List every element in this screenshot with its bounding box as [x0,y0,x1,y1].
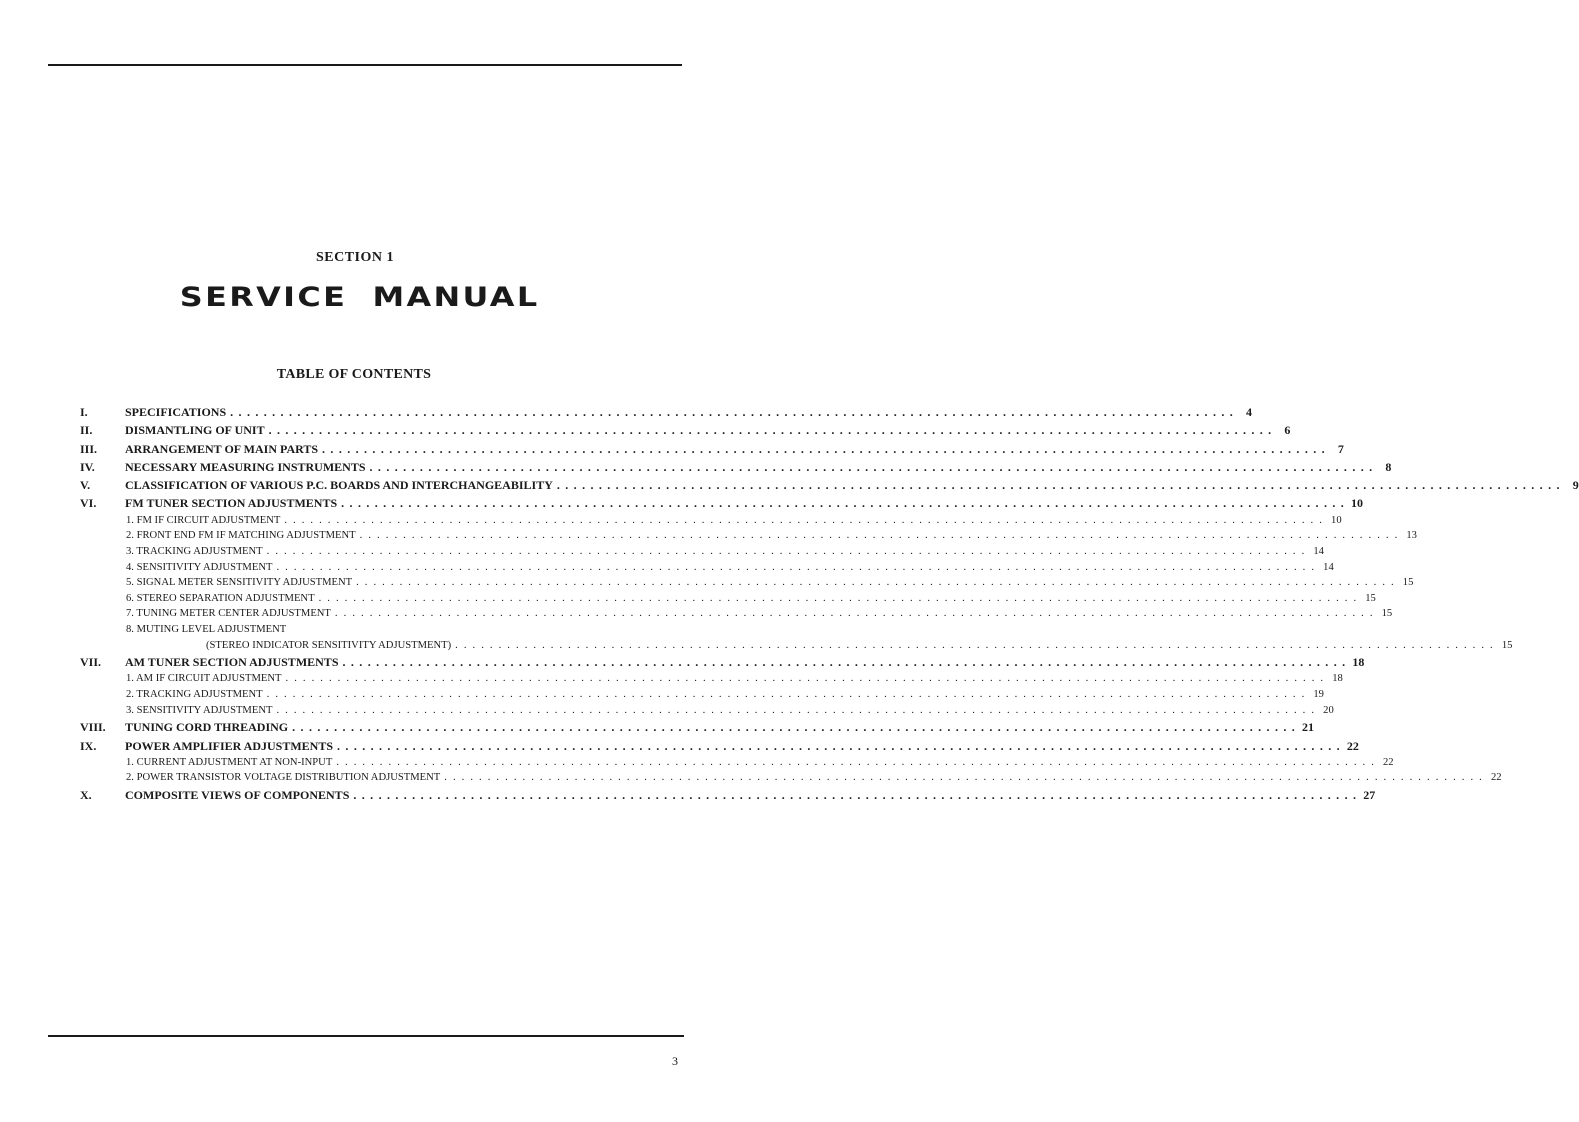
toc-subsection-entry [80,592,1376,609]
toc-subsection-entry [80,624,641,640]
toc-leader-dots: . . . . . . . . . . . . . . . . . . . . . . . . . . . . . . . . . . . . . . . . . . . . . . . . . . . . . . . . . . . . . . . . . . . . . . . . . . . . . . . . . . . . . . . . . . . . . . . . . . . . . . . . . . . . . . . . . . . . . . . . [342,655,1347,670]
toc-entry-page: 8 [1385,459,1392,474]
toc-entry-title: (STEREO INDICATOR SENSITIVITY ADJUSTMENT) [206,639,452,651]
toc-entry-title: POWER AMPLIFIER ADJUSTMENTS [125,738,334,753]
toc-entry-page: 19 [1313,689,1324,701]
toc-leader-dots: . . . . . . . . . . . . . . . . . . . . . . . . . . . . . . . . . . . . . . . . . . . . . . . . . . . . . . . . . . . . . . . . . . . . . . . . . . . . . . . . . . . . . . . . . . . . . . . . . . . . . . . . . . . . . . . . . . . . . . . . [276,704,1316,716]
toc-leader-dots: . . . . . . . . . . . . . . . . . . . . . . . . . . . . . . . . . . . . . . . . . . . . . . . . . . . . . . . . . . . . . . . . . . . . . . . . . . . . . . . . . . . . . . . . . . . . . . . . . . . . . . . . . . . . . . . . . . . . . . . . [318,592,1358,604]
toc-subsection-entry [80,530,1417,546]
table-of-contents [80,405,1579,806]
toc-entry-page: 22 [1383,756,1394,768]
toc-subsection-entry [80,772,1502,788]
toc-entry-page: 15 [1402,577,1414,589]
toc-entry-title: 7. TUNING METER CENTER ADJUSTMENT [126,608,331,620]
toc-leader-dots: . . . . . . . . . . . . . . . . . . . . . . . . . . . . . . . . . . . . . . . . . . . . . . . . . . . . . . . . . . . . . . . . . . . . . . . . . . . . . . . . . . . . . . . . . . . . . . . . . . . . . . . . . . . . . . . . . . . . . . . . [369,459,1374,474]
toc-subsection-entry [80,514,1342,531]
toc-entry-page: 18 [1332,673,1343,685]
toc-leader-dots: . . . . . . . . . . . . . . . . . . . . . . . . . . . . . . . . . . . . . . . . . . . . . . . . . . . . . . . . . . . . . . . . . . . . . . . . . . . . . . . . . . . . . . . . . . . . . . . . . . . . . . . . . . . . . . . . . . . . . . . . [353,787,1358,802]
toc-entry-title: 3. TRACKING ADJUSTMENT [126,545,263,557]
toc-leader-dots: . . . . . . . . . . . . . . . . . . . . . . . . . . . . . . . . . . . . . . . . . . . . . . . . . . . . . . . . . . . . . . . . . . . . . . . . . . . . . . . . . . . . . . . . . . . . . . . . . . . . . . . . . . . . . . . . . . . . . . . . [230,405,1234,419]
toc-entry-title: DISMANTLING OF UNIT [125,423,265,438]
toc-leader-dots: . . . . . . . . . . . . . . . . . . . . . . . . . . . . . . . . . . . . . . . . . . . . . . . . . . . . . . . . . . . . . . . . . . . . . . . . . . . . . . . . . . . . . . . . . . . . . . . . . . . . . . . . . . . . . . . . . . . . . . . . [292,720,1296,735]
toc-subsection-entry [80,704,1334,721]
toc-entry-title: 2. POWER TRANSISTOR VOLTAGE DISTRIBUTION ADJUSTMENT [126,772,441,784]
toc-subsection-entry [80,608,1393,624]
toc-section-entry [80,496,1363,514]
toc-entry-number: II. [80,423,93,438]
toc-entry-page: 18 [1352,655,1365,670]
toc-entry-number: VI. [80,496,97,511]
toc-section-entry [80,405,1252,423]
toc-section-entry [80,423,1291,441]
toc-section-entry [80,787,1376,806]
toc-entry-page: 20 [1323,704,1334,716]
toc-entry-title: 1. CURRENT ADJUSTMENT AT NON-INPUT [126,756,333,768]
toc-leader-dots: . . . . . . . . . . . . . . . . . . . . . . . . . . . . . . . . . . . . . . . . . . . . . . . . . . . . . . . . . . . . . . . . . . . . . . . . . . . . . . . . . . . . . . . . . . . . . . . . . . . . . . . . . . . . . . . . . . . . . . . . [356,577,1396,589]
toc-leader-dots: . . . . . . . . . . . . . . . . . . . . . . . . . . . . . . . . . . . . . . . . . . . . . . . . . . . . . . . . . . . . . . . . . . . . . . . . . . . . . . . . . . . . . . . . . . . . . . . . . . . . . . . . . . . . . . . . . . . . . . . . [359,530,1399,542]
toc-entry-number: IX. [80,738,97,753]
toc-entry-page: 6 [1284,423,1291,438]
toc-entry-number: IV. [80,459,95,474]
toc-leader-dots: . . . . . . . . . . . . . . . . . . . . . . . . . . . . . . . . . . . . . . . . . . . . . . . . . . . . . . . . . . . . . . . . . . . . . . . . . . . . . . . . . . . . . . . . . . . . . . . . . . . . . . . . . . . . . . . . . . . . . . . . [284,514,1324,526]
toc-leader-dots: . . . . . . . . . . . . . . . . . . . . . . . . . . . . . . . . . . . . . . . . . . . . . . . . . . . . . . . . . . . . . . . . . . . . . . . . . . . . . . . . . . . . . . . . . . . . . . . . . . . . . . . . . . . . . . . . . . . . . . . . [276,561,1316,573]
toc-entry-title: 1. AM IF CIRCUIT ADJUSTMENT [126,673,282,685]
toc-entry-number: III. [80,441,98,456]
toc-entry-page: 21 [1301,720,1314,735]
toc-entry-title: 2. FRONT END FM IF MATCHING ADJUSTMENT [126,530,356,542]
toc-entry-title: 2. TRACKING ADJUSTMENT [126,689,263,701]
toc-section-entry [80,720,1314,738]
toc-entry-title: ARRANGEMENT OF MAIN PARTS [125,441,319,456]
toc-entry-number: X. [80,787,92,802]
toc-subsection-entry [80,689,1324,705]
toc-entry-title: TUNING CORD THREADING [125,720,289,735]
toc-entry-title: FM TUNER SECTION ADJUSTMENTS [125,496,338,511]
toc-section-entry [80,459,1392,478]
toc-entry-page: 7 [1337,441,1344,456]
section-label: SECTION 1 [315,250,395,265]
toc-entry-page: 15 [1381,608,1393,620]
toc-entry-title: 3. SENSITIVITY ADJUSTMENT [126,704,273,716]
toc-section-entry [80,441,1344,460]
toc-leader-dots: . . . . . . . . . . . . . . . . . . . . . . . . . . . . . . . . . . . . . . . . . . . . . . . . . . . . . . . . . . . . . . . . . . . . . . . . . . . . . . . . . . . . . . . . . . . . . . . . . . . . . . . . . . . . . . . . . . . . . . . . [266,545,1306,557]
toc-leader-dots: . . . . . . . . . . . . . . . . . . . . . . . . . . . . . . . . . . . . . . . . . . . . . . . . . . . . . . . . . . . . . . . . . . . . . . . . . . . . . . . . . . . . . . . . . . . . . . . . . . . . . . . . . . . . . . . . . . . . . . . . [556,478,1561,493]
toc-entry-page: 4 [1245,405,1252,419]
toc-entry-page: 27 [1363,787,1376,802]
toc-leader-dots: . . . . . . . . . . . . . . . . . . . . . . . . . . . . . . . . . . . . . . . . . . . . . . . . . . . . . . . . . . . . . . . . . . . . . . . . . . . . . . . . . . . . . . . . . . . . . . . . . . . . . . . . . . . . . . . . . . . . . . . . [266,689,1306,701]
top-rule [48,64,682,66]
toc-entry-title: AM TUNER SECTION ADJUSTMENTS [125,655,339,670]
toc-subsection-entry [80,639,1513,656]
toc-leader-dots: . . . . . . . . . . . . . . . . . . . . . . . . . . . . . . . . . . . . . . . . . . . . . . . . . . . . . . . . . . . . . . . . . . . . . . . . . . . . . . . . . . . . . . . . . . . . . . . . . . . . . . . . . . . . . . . . . . . . . . . . [337,738,1341,753]
toc-entry-number: VIII. [80,720,106,735]
toc-entry-page: 22 [1490,772,1502,784]
manual-title: SERVICE MANUAL [179,282,540,313]
bottom-rule [48,1035,684,1037]
toc-leader-dots: . . . . . . . . . . . . . . . . . . . . . . . . . . . . . . . . . . . . . . . . . . . . . . . . . . . . . . . . . . . . . . . . . . . . . . . . . . . . . . . . . . . . . . . . . . . . . . . . . . . . . . . . . . . . . . . . . . . . . . . . [322,441,1326,456]
toc-entry-title: 6. STEREO SEPARATION ADJUSTMENT [126,592,315,604]
toc-entry-number: V. [80,478,91,493]
toc-subsection-entry [80,545,1324,562]
toc-entry-page: 9 [1572,478,1579,493]
toc-entry-page: 15 [1365,592,1376,604]
toc-entry-page: 14 [1313,545,1324,557]
toc-entry-page: 13 [1406,530,1417,542]
toc-leader-dots: . . . . . . . . . . . . . . . . . . . . . . . . . . . . . . . . . . . . . . . . . . . . . . . . . . . . . . . . . . . . . . . . . . . . . . . . . . . . . . . . . . . . . . . . . . . . . . . . . . . . . . . . . . . . . . . . . . . . . . . . [336,756,1376,768]
toc-leader-dots: . . . . . . . . . . . . . . . . . . . . . . . . . . . . . . . . . . . . . . . . . . . . . . . . . . . . . . . . . . . . . . . . . . . . . . . . . . . . . . . . . . . . . . . . . . . . . . . . . . . . . . . . . . . . . . . . . . . . . . . . [341,496,1345,511]
toc-entry-page: 14 [1323,561,1334,573]
toc-leader-dots: . . . . . . . . . . . . . . . . . . . . . . . . . . . . . . . . . . . . . . . . . . . . . . . . . . . . . . . . . . . . . . . . . . . . . . . . . . . . . . . . . . . . . . . . . . . . . . . . . . . . . . . . . . . . . . . . . . . . . . . . [444,772,1484,784]
toc-entry-page: 15 [1501,639,1513,651]
toc-entry-number: I. [80,405,88,419]
toc-entry-page: 10 [1331,514,1342,526]
toc-entry-title: 1. FM IF CIRCUIT ADJUSTMENT [126,514,281,526]
toc-subsection-entry [80,577,1414,593]
toc-subsection-entry [80,673,1343,689]
toc-leader-dots: . . . . . . . . . . . . . . . . . . . . . . . . . . . . . . . . . . . . . . . . . . . . . . . . . . . . . . . . . . . . . . . . . . . . . . . . . . . . . . . . . . . . . . . . . . . . . . . . . . . . . . . . . . . . . . . . . . . . . . . . [268,423,1273,438]
toc-entry-number: VII. [80,655,102,670]
toc-entry-page: 22 [1346,738,1359,753]
toc-entry-title: 5. SIGNAL METER SENSITIVITY ADJUSTMENT [126,577,353,589]
toc-leader-dots: . . . . . . . . . . . . . . . . . . . . . . . . . . . . . . . . . . . . . . . . . . . . . . . . . . . . . . . . . . . . . . . . . . . . . . . . . . . . . . . . . . . . . . . . . . . . . . . . . . . . . . . . . . . . . . . . . . . . . . . . [334,608,1375,620]
toc-subsection-entry [80,756,1394,773]
page-number: 3 [672,1054,678,1068]
toc-entry-title: 8. MUTING LEVEL ADJUSTMENT [126,623,287,635]
toc-section-entry [80,738,1359,757]
toc-leader-dots: . . . . . . . . . . . . . . . . . . . . . . . . . . . . . . . . . . . . . . . . . . . . . . . . . . . . . . . . . . . . . . . . . . . . . . . . . . . . . . . . . . . . . . . . . . . . . . . . . . . . . . . . . . . . . . . . . . . . . . . . [455,639,1495,651]
toc-entry-title: COMPOSITE VIEWS OF COMPONENTS [125,787,350,802]
toc-subsection-entry [80,561,1334,578]
toc-entry-title: SPECIFICATIONS [125,405,227,419]
toc-leader-dots: . . . . . . . . . . . . . . . . . . . . . . . . . . . . . . . . . . . . . . . . . . . . . . . . . . . . . . . . . . . . . . . . . . . . . . . . . . . . . . . . . . . . . . . . . . . . . . . . . . . . . . . . . . . . . . . . . . . . . . . . [285,673,1325,685]
toc-section-entry [80,478,1579,496]
toc-heading: TABLE OF CONTENTS [276,367,432,382]
toc-entry-title: NECESSARY MEASURING INSTRUMENTS [125,459,366,474]
toc-entry-page: 10 [1350,496,1363,511]
toc-entry-title: 4. SENSITIVITY ADJUSTMENT [126,561,273,573]
toc-entry-title: CLASSIFICATION OF VARIOUS P.C. BOARDS AND INTERCHANGEABILITY [125,478,553,493]
toc-section-entry [80,655,1365,673]
